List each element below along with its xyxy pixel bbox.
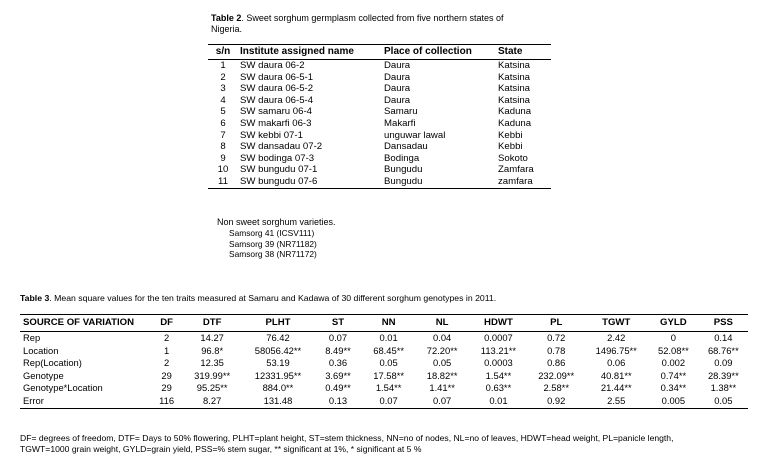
table2-cell-name: SW bodinga 07-3 [240, 152, 315, 164]
table3-cell: 2.42 [607, 332, 626, 343]
table2-row [208, 130, 551, 142]
table3-cell: 95.25** [196, 382, 228, 394]
table2-cell-place: unguwar lawal [384, 129, 446, 141]
table2-cell-place: Daura [384, 94, 411, 106]
table3-header-cell: DF [160, 317, 174, 328]
table3-cell: 1.54** [375, 382, 402, 394]
table3-cell: 0.06 [607, 357, 626, 369]
table3-cell: 0.0003 [484, 357, 513, 369]
table2-cell-sn: 9 [220, 152, 226, 164]
table3-cell: 53.19 [266, 357, 290, 369]
table2-cell-state: Kebbi [498, 129, 523, 141]
table3-cell: 1.41** [429, 382, 455, 394]
table3-caption [20, 293, 750, 304]
table3-header-cell: NN [381, 317, 396, 328]
table3-cell: 113.21** [480, 344, 517, 356]
table2-cell-name: SW daura 06-5-4 [240, 94, 314, 106]
table3-cell: 3.69** [325, 369, 351, 381]
table3-cell: 0.04 [433, 332, 452, 343]
table2-header-row [208, 45, 551, 60]
table3-cell: 0.13 [328, 394, 348, 406]
table2-cell-state: Kebbi [498, 141, 523, 153]
table3-header-row [20, 315, 748, 332]
table2-cell-place: Dansadau [384, 141, 428, 153]
table3-header-cell: NL [435, 317, 449, 328]
table3-cell: 232.09** [538, 369, 575, 381]
table3-row-label: Genotype*Location [23, 382, 103, 394]
table2-cell-sn: 7 [220, 129, 226, 141]
table3-cell: 72.20** [426, 344, 458, 356]
table3-cell: 0.0007 [484, 332, 513, 343]
table2-cell-state: Kaduna [498, 106, 532, 118]
table2-row [208, 106, 551, 118]
table3-row [20, 382, 748, 395]
table2-cell-place: Samaru [384, 106, 418, 118]
table3-cell: 0.36 [328, 357, 348, 369]
table3-row [20, 370, 748, 383]
table3-row [20, 395, 748, 408]
table3-cell: 0.78 [547, 344, 566, 356]
table3-header-cell: SOURCE OF VARIATION [23, 317, 135, 328]
table3-cell: 0.07 [379, 394, 398, 406]
table3-caption-text: . Mean square values for the ten traits measured at Samaru and Kadawa of 30 different sorghum genotypes in 2011. [49, 293, 497, 303]
table3-cell: 68.76** [707, 344, 739, 356]
table2-header-sn: s/n [215, 46, 231, 57]
table2-cell-state: Katsina [498, 83, 530, 95]
table2-note-item: Samsorg 41 (ICSV111) [229, 228, 315, 238]
table2-cell-name: SW daura 06-5-2 [240, 83, 314, 95]
table2-cell-name: SW bungudu 07-1 [240, 164, 318, 176]
table3-cell: 0.05 [433, 357, 452, 369]
table2-cell-place: Bodinga [384, 152, 420, 164]
table3-cell: 8.49** [325, 344, 351, 356]
table3-cell: 0.74** [660, 369, 687, 381]
table3-cell: 0.05 [714, 394, 733, 406]
table3-row [20, 332, 748, 345]
table3-label: Table 3 [20, 293, 50, 303]
table3-header-cell: PSS [713, 317, 733, 328]
table2-label: Table 2 [211, 13, 242, 23]
table2-cell-name: SW samaru 06-4 [240, 106, 312, 118]
table2-cell-sn: 1 [220, 60, 226, 71]
table3-cell: 0.005 [661, 394, 686, 406]
table3-row [20, 357, 748, 370]
table3-cell: 8.27 [203, 394, 222, 406]
table2-row [208, 141, 551, 153]
table2-cell-place: Daura [384, 60, 411, 71]
table3-cell: 76.42 [266, 332, 290, 343]
table3-cell: 40.81** [600, 369, 632, 381]
table3-cell: 21.44** [600, 382, 632, 394]
table2-cell-state: Katsina [498, 94, 530, 106]
table2-cell-name: SW daura 06-2 [240, 60, 305, 71]
table2-row [208, 72, 551, 84]
table2-cell-sn: 8 [220, 141, 226, 153]
table3-row-label: Location [23, 344, 59, 356]
table3-cell: 0 [670, 332, 676, 343]
table2-cell-sn: 2 [220, 71, 226, 83]
table2-cell-sn: 6 [220, 117, 226, 129]
table3-row-label: Rep [23, 332, 41, 343]
table2-cell-name: SW bungudu 07-6 [240, 175, 318, 187]
table3-cell: 0.07 [328, 332, 348, 343]
table2-row [208, 153, 551, 165]
table2-note-item: Samsorg 39 (NR71182) [229, 238, 317, 249]
table2-cell-name: SW daura 06-5-1 [240, 71, 314, 83]
table2-cell-state: Zamfara [498, 164, 534, 176]
table3-cell: 0.72 [547, 332, 566, 343]
table3-header-cell: TGWT [602, 317, 631, 328]
table3-row-label: Rep(Location) [23, 357, 82, 369]
table3-header-cell: ST [331, 317, 345, 328]
table2-cell-name: SW makarfi 06-3 [240, 117, 312, 129]
table2-cell-state: Kaduna [498, 117, 532, 129]
table3-cell: 0.05 [379, 357, 398, 369]
table3-cell: 29 [161, 369, 172, 381]
table3-cell: 0.07 [433, 394, 452, 406]
table2-row [208, 176, 551, 188]
table3-footnote [20, 433, 755, 455]
table2-cell-name: SW dansadau 07-2 [240, 141, 323, 153]
table3-cell: 2 [164, 332, 170, 343]
table2-cell-place: Makarfi [384, 117, 416, 129]
table3-cell: 2 [164, 357, 170, 369]
table3-row [20, 345, 748, 358]
table2-caption-text: . Sweet sorghum germplasm collected from five northern states of [241, 13, 504, 23]
table3-footnote-line: TGWT=1000 grain weight, GYLD=grain yield, PSS=% stem sugar, ** significant at 1%, * significant at 5 % [20, 444, 422, 454]
table3-cell: 319.99** [194, 369, 231, 381]
table2-cell-sn: 5 [220, 106, 226, 118]
table3-header-cell: DTF [202, 317, 222, 328]
table2-cell-place: Daura [384, 83, 411, 95]
table3-cell: 0.63** [485, 382, 512, 394]
table2-cell-sn: 4 [220, 94, 226, 106]
table2-header-place: Place of collection [384, 46, 472, 57]
table2-header-state: State [498, 46, 523, 57]
table2-cell-place: Bungudu [384, 164, 423, 176]
table2-header-name: Institute assigned name [240, 46, 354, 57]
table3-cell: 14.27 [200, 332, 224, 343]
table3-cell: 12.35 [200, 357, 224, 369]
table3-cell: 68.45** [373, 344, 404, 356]
table3-row-label: Genotype [23, 369, 64, 381]
table3-cell: 96.8* [201, 344, 224, 356]
table3-cell: 131.48 [263, 394, 293, 406]
table2-cell-sn: 10 [217, 164, 229, 176]
table3-row-label: Error [23, 394, 44, 406]
table3-cell: 0.002 [661, 357, 686, 369]
table3-cell: 58056.42** [254, 344, 302, 356]
table3-cell: 29 [161, 382, 172, 394]
table2-cell-sn: 11 [218, 175, 228, 187]
table2-note-title: Non sweet sorghum varieties. [217, 217, 336, 227]
table2-row [208, 95, 551, 107]
table3-cell: 0.01 [489, 394, 508, 406]
table3-cell: 1 [164, 344, 170, 356]
table3-cell: 1.54** [485, 369, 512, 381]
table3-footnote-line: DF= degrees of freedom, DTF= Days to 50% flowering, PLHT=plant height, ST=stem thickness, NN=no of nodes, NL=no of leaves, HDWT=head weight, PL=panicle length, [20, 433, 674, 443]
table2-row [208, 60, 551, 72]
table3-header-cell: GYLD [660, 317, 687, 328]
table3-header-cell: HDWT [484, 317, 513, 328]
table3-cell: 2.58** [543, 382, 569, 394]
table2-row [208, 164, 551, 176]
table2-cell-state: Sokoto [498, 152, 528, 164]
table3-cell: 18.82** [426, 369, 458, 381]
table3-cell: 0.34** [660, 382, 687, 394]
table3-cell: 1496.75** [595, 344, 637, 356]
table3 [20, 314, 748, 409]
table2-cell-state: Katsina [498, 71, 530, 83]
table3-cell: 2.55 [607, 394, 626, 406]
table2-cell-state: Katsina [498, 60, 530, 71]
table3-cell: 0.49** [325, 382, 351, 394]
table2 [208, 44, 551, 189]
table3-cell: 28.39** [707, 369, 739, 381]
table3-header-cell: PLHT [265, 317, 291, 328]
table3-cell: 0.86 [547, 357, 566, 369]
table2-note-item: Samsorg 38 (NR71172) [229, 249, 317, 260]
table2-cell-place: Daura [384, 71, 411, 83]
table3-cell: 0.92 [547, 394, 566, 406]
table3-cell: 12331.95** [254, 369, 302, 381]
table2-cell-state: zamfara [498, 175, 533, 187]
table2-cell-name: SW kebbi 07-1 [240, 129, 303, 141]
table2-cell-place: Bungudu [384, 175, 423, 187]
table2-row [208, 118, 551, 130]
table2-row [208, 83, 551, 95]
table3-cell: 884.0** [262, 382, 294, 394]
table2-note [217, 217, 336, 260]
table2-caption [211, 13, 551, 35]
table3-cell: 0.01 [379, 332, 398, 343]
table2-caption-text-2: Nigeria. [211, 24, 243, 34]
table3-cell: 52.08** [658, 344, 689, 356]
table3-header-cell: PL [550, 317, 563, 328]
table3-cell: 1.38** [710, 382, 737, 394]
table3-cell: 116 [159, 394, 175, 406]
table3-cell: 17.58** [373, 369, 404, 381]
table3-cell: 0.09 [714, 357, 733, 369]
table3-cell: 0.14 [714, 332, 733, 343]
table2-cell-sn: 3 [220, 83, 226, 95]
